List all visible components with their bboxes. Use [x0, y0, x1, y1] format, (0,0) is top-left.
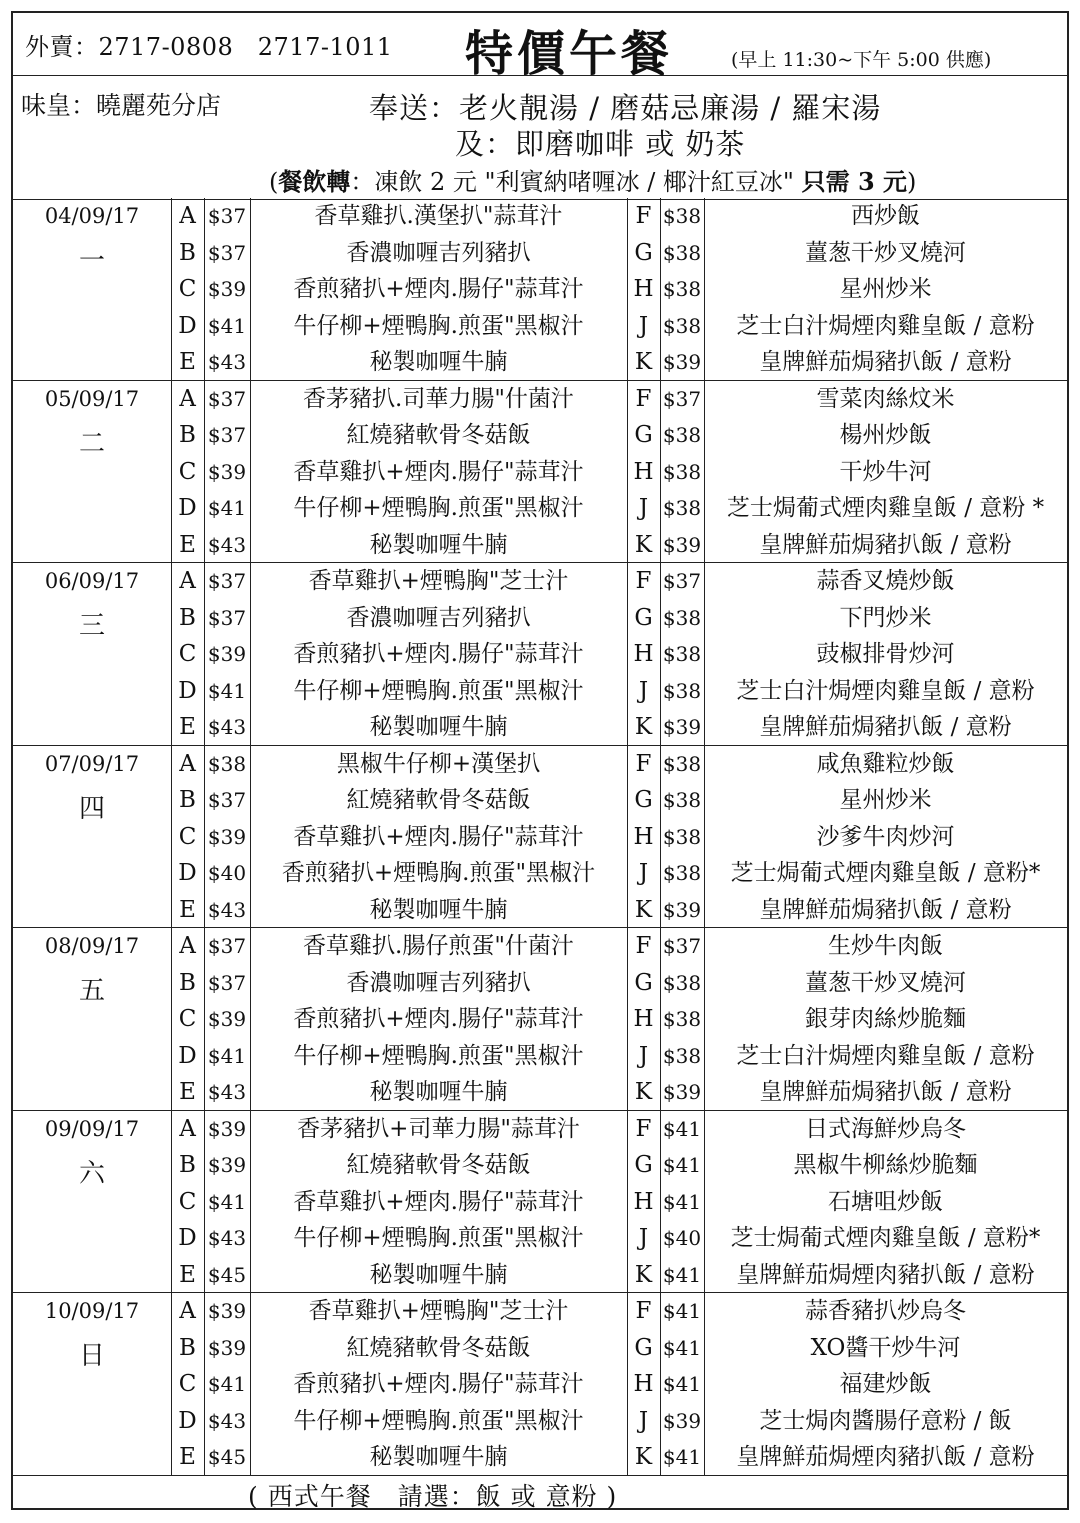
- drink-label: 餐飲轉: [278, 167, 351, 196]
- menu-row: [13, 636, 1067, 673]
- lunch-code: K: [634, 1444, 653, 1470]
- western-dish: 香濃咖喱吉列豬扒: [346, 604, 531, 631]
- day-date: 04/09/17: [44, 204, 140, 228]
- lunch-code: J: [638, 1407, 649, 1434]
- footer-note: ( 西式午餐 請選：飯 或 意粉 ): [248, 1482, 618, 1511]
- menu-row: [13, 381, 1067, 418]
- menu-row: [13, 928, 1067, 965]
- lunch-price: $38: [662, 277, 702, 301]
- lunch-code: F: [635, 568, 652, 594]
- lunch-price: $39: [662, 897, 702, 922]
- western-dish: 香草雞扒+煙肉.腸仔"蒜茸汁: [293, 1188, 584, 1215]
- rice-noodle-dish: 西炒飯: [851, 203, 920, 229]
- western-dish: 紅燒豬軟骨冬菇飯: [346, 1152, 531, 1178]
- lunch-price: $37: [207, 788, 247, 812]
- day-weekday: 六: [78, 1158, 105, 1189]
- menu-row: [13, 417, 1067, 454]
- lunch-code: K: [634, 714, 653, 740]
- rice-noodle-dish: 沙爹牛肉炒河: [816, 823, 955, 850]
- lunch-price: $38: [662, 788, 702, 812]
- lunch-price: $41: [207, 1372, 247, 1396]
- lunch-code: G: [634, 787, 653, 813]
- menu-row: [13, 1074, 1067, 1111]
- lunch-code: C: [178, 1188, 197, 1215]
- western-dish: 香草雞扒+煙鴨胸"芝士汁: [308, 1298, 569, 1324]
- western-dish: 黑椒牛仔柳+漢堡扒: [336, 750, 541, 777]
- lunch-code: H: [633, 1006, 654, 1032]
- rice-noodle-dish: 薑葱干炒叉燒河: [805, 239, 966, 266]
- rice-noodle-dish: 雪菜肉絲炆米: [816, 385, 955, 412]
- rice-noodle-dish: 芝士焗葡式煙肉雞皇飯 / 意粉 *: [726, 495, 1045, 521]
- western-dish: 牛仔柳+煙鴨胸.煎蛋"黑椒汁: [293, 1407, 584, 1434]
- lunch-code: B: [179, 787, 196, 813]
- western-dish: 紅燒豬軟骨冬菇飯: [346, 1334, 531, 1361]
- menu-row: [13, 1111, 1067, 1148]
- lunch-price: $39: [207, 1335, 247, 1360]
- lunch-price: $38: [662, 1007, 702, 1031]
- lunch-code: F: [635, 750, 652, 777]
- lunch-code: F: [635, 385, 652, 412]
- lunch-code: B: [179, 604, 196, 631]
- lunch-price: $38: [662, 751, 702, 776]
- rice-noodle-dish: 福建炒飯: [839, 1371, 932, 1397]
- lunch-code: D: [178, 677, 197, 704]
- rice-noodle-dish: 干炒牛河: [839, 458, 932, 485]
- lunch-code: E: [179, 1444, 196, 1470]
- menu-row: [13, 1293, 1067, 1330]
- lunch-code: G: [634, 422, 653, 448]
- lunch-code: D: [178, 860, 197, 886]
- lunch-price: $37: [207, 569, 247, 593]
- menu-row: [13, 1403, 1067, 1440]
- lunch-code: G: [634, 1334, 653, 1361]
- lunch-code: H: [633, 823, 654, 850]
- rice-noodle-dish: 星州炒米: [839, 276, 932, 302]
- menu-row: [13, 1184, 1067, 1221]
- drink-close: ): [907, 168, 917, 196]
- lunch-price: $41: [662, 1299, 702, 1323]
- lunch-price: $43: [207, 715, 247, 739]
- lunch-code: C: [178, 823, 197, 850]
- menu-row: [13, 709, 1067, 746]
- menu-row: [13, 308, 1067, 345]
- menu-row: [13, 344, 1067, 381]
- day-weekday: 一: [78, 246, 105, 276]
- lunch-price: $38: [662, 496, 702, 520]
- lunch-price: $41: [662, 1372, 702, 1396]
- lunch-code: B: [179, 1334, 196, 1361]
- daily-menu: [13, 198, 1067, 1476]
- takeaway-phone: 外賣：2717-0808 2717-1011: [25, 33, 393, 61]
- menu-row: [13, 1038, 1067, 1075]
- lunch-price: $38: [662, 459, 702, 484]
- lunch-price: $37: [662, 934, 702, 958]
- lunch-price: $41: [207, 313, 247, 338]
- lunch-code: F: [635, 933, 652, 959]
- lunch-code: E: [179, 896, 196, 923]
- lunch-code: D: [178, 1407, 197, 1434]
- lunch-code: G: [634, 239, 653, 266]
- lunch-code: J: [638, 1225, 649, 1251]
- lunch-code: B: [179, 1152, 196, 1178]
- menu-row: [13, 454, 1067, 491]
- rice-noodle-dish: 咸魚雞粒炒飯: [816, 750, 955, 777]
- lunch-code: E: [179, 349, 196, 375]
- western-dish: 牛仔柳+煙鴨胸.煎蛋"黑椒汁: [293, 495, 584, 521]
- lunch-price: $43: [207, 1408, 247, 1433]
- lunch-price: $38: [662, 605, 702, 630]
- menu-row: [13, 965, 1067, 1002]
- lunch-price: $37: [207, 386, 247, 411]
- lunch-price: $43: [207, 897, 247, 922]
- lunch-code: A: [179, 1115, 196, 1142]
- info-section: [13, 76, 1067, 200]
- lunch-price: $41: [662, 1153, 702, 1177]
- lunch-price: $41: [662, 1189, 702, 1214]
- western-dish: 香草雞扒.腸仔煎蛋"什菌汁: [303, 933, 574, 959]
- lunch-price: $41: [207, 678, 247, 703]
- western-dish: 香煎豬扒+煙肉.腸仔"蒜茸汁: [293, 641, 584, 667]
- lunch-code: J: [638, 1042, 649, 1069]
- day-block: [13, 198, 1067, 381]
- lunch-price: $43: [207, 1226, 247, 1250]
- lunch-code: B: [179, 239, 196, 266]
- lunch-code: C: [178, 1006, 197, 1032]
- western-dish: 秘製咖喱牛腩: [369, 1079, 508, 1105]
- menu-row: [13, 819, 1067, 856]
- rice-noodle-dish: 黑椒牛柳絲炒脆麵: [793, 1152, 978, 1178]
- lunch-code: K: [634, 349, 653, 375]
- western-dish: 香濃咖喱吉列豬扒: [346, 969, 531, 996]
- footer: [13, 1475, 1067, 1510]
- western-dish: 紅燒豬軟骨冬菇飯: [346, 422, 531, 448]
- day-block: [13, 1293, 1067, 1476]
- western-dish: 香草雞扒+煙肉.腸仔"蒜茸汁: [293, 823, 584, 850]
- day-weekday: 五: [78, 976, 105, 1006]
- rice-noodle-dish: 芝士白汁焗煙肉雞皇飯 / 意粉: [736, 312, 1035, 339]
- lunch-code: E: [179, 1079, 196, 1105]
- lunch-code: C: [178, 276, 197, 302]
- western-dish: 秘製咖喱牛腩: [369, 349, 508, 375]
- menu-row: [13, 235, 1067, 272]
- menu-row: [13, 892, 1067, 929]
- rice-noodle-dish: 芝士焗葡式煙肉雞皇飯 / 意粉*: [730, 860, 1041, 886]
- lunch-price: $39: [207, 1153, 247, 1177]
- lunch-price: $39: [207, 459, 247, 484]
- lunch-price: $41: [662, 1116, 702, 1141]
- lunch-code: B: [179, 969, 196, 996]
- day-weekday: 二: [78, 428, 105, 459]
- menu-row: [13, 1439, 1067, 1476]
- rice-noodle-dish: 皇牌鮮茄焗煙肉豬扒飯 / 意粉: [736, 1261, 1035, 1288]
- menu-row: [13, 600, 1067, 637]
- western-dish: 香煎豬扒+煙鴨胸.煎蛋"黑椒汁: [281, 860, 596, 886]
- lunch-price: $43: [207, 1080, 247, 1104]
- day-weekday: 日: [78, 1341, 105, 1371]
- menu-row: [13, 563, 1067, 600]
- day-date: 06/09/17: [44, 569, 140, 593]
- day-date: 10/09/17: [44, 1299, 140, 1323]
- lunch-price: $38: [662, 678, 702, 703]
- lunch-code: K: [634, 896, 653, 923]
- lunch-code: K: [634, 1261, 653, 1288]
- western-dish: 香草雞扒+煙鴨胸"芝士汁: [308, 568, 569, 594]
- lunch-price: $37: [207, 423, 247, 447]
- rice-noodle-dish: 薑葱干炒叉燒河: [805, 969, 966, 996]
- lunch-price: $39: [662, 350, 702, 374]
- lunch-price: $43: [207, 532, 247, 557]
- lunch-code: F: [635, 1115, 652, 1142]
- lunch-code: H: [633, 641, 654, 667]
- serving-hours: (早上 11:30~下午 5:00 供應): [731, 49, 992, 71]
- menu-row: [13, 1220, 1067, 1257]
- drink-detail: ：凍飲 2 元 "利賓納啫喱冰 / 椰汁紅豆冰": [350, 168, 802, 196]
- lunch-code: H: [633, 458, 654, 485]
- day-block: [13, 381, 1067, 564]
- lunch-code: E: [179, 1261, 196, 1288]
- rice-noodle-dish: 芝士焗葡式煙肉雞皇飯 / 意粉*: [730, 1225, 1041, 1251]
- lunch-price: $38: [662, 824, 702, 849]
- western-dish: 秘製咖喱牛腩: [369, 714, 508, 740]
- lunch-code: C: [178, 458, 197, 485]
- rice-noodle-dish: 蒜香豬扒炒烏冬: [805, 1298, 966, 1324]
- lunch-code: D: [178, 1042, 197, 1069]
- lunch-code: A: [179, 933, 196, 959]
- rice-noodle-dish: 楊州炒飯: [839, 422, 932, 448]
- lunch-code: D: [178, 495, 197, 521]
- lunch-price: $38: [662, 1043, 702, 1068]
- lunch-code: C: [178, 1371, 197, 1397]
- rice-noodle-dish: 芝士焗肉醬腸仔意粉 / 飯: [759, 1407, 1012, 1434]
- rice-noodle-dish: 日式海鮮炒烏冬: [805, 1115, 966, 1142]
- lunch-code: E: [179, 531, 196, 558]
- menu-row: [13, 782, 1067, 819]
- menu-row: [13, 1257, 1067, 1294]
- day-block: [13, 928, 1067, 1111]
- western-dish: 香煎豬扒+煙肉.腸仔"蒜茸汁: [293, 1006, 584, 1032]
- drink-price: 只需 3 元: [801, 167, 908, 196]
- lunch-price: $37: [662, 386, 702, 411]
- lunch-price: $45: [207, 1262, 247, 1287]
- western-dish: 香濃咖喱吉列豬扒: [346, 239, 531, 266]
- day-date: 05/09/17: [44, 386, 140, 411]
- lunch-price: $38: [662, 970, 702, 995]
- menu-row: [13, 490, 1067, 527]
- western-dish: 香煎豬扒+煙肉.腸仔"蒜茸汁: [293, 276, 584, 302]
- lunch-code: G: [634, 1152, 653, 1178]
- drink-open: (: [269, 168, 279, 196]
- free-drink-line: 及：即磨咖啡 或 奶茶: [455, 127, 746, 161]
- lunch-price: $39: [662, 1080, 702, 1104]
- western-dish: 秘製咖喱牛腩: [369, 896, 508, 923]
- lunch-price: $38: [662, 240, 702, 265]
- western-dish: 香茅豬扒+司華力腸"蒜茸汁: [297, 1115, 580, 1142]
- day-block: [13, 746, 1067, 929]
- menu-row: [13, 855, 1067, 892]
- lunch-code: E: [179, 714, 196, 740]
- lunch-code: D: [178, 312, 197, 339]
- rice-noodle-dish: 芝士白汁焗煙肉雞皇飯 / 意粉: [736, 677, 1035, 704]
- day-weekday: 四: [78, 793, 105, 824]
- lunch-price: $41: [207, 1189, 247, 1214]
- lunch-code: J: [638, 495, 649, 521]
- rice-noodle-dish: 皇牌鮮茄焗煙肉豬扒飯 / 意粉: [736, 1444, 1035, 1470]
- western-dish: 秘製咖喱牛腩: [369, 1261, 508, 1288]
- lunch-price: $41: [662, 1335, 702, 1360]
- lunch-price: $37: [207, 934, 247, 958]
- day-date: 08/09/17: [44, 934, 140, 958]
- lunch-code: F: [635, 1298, 652, 1324]
- lunch-code: B: [179, 422, 196, 448]
- lunch-price: $37: [207, 204, 247, 228]
- menu-row: [13, 673, 1067, 710]
- lunch-price: $39: [207, 277, 247, 301]
- lunch-price: $41: [662, 1445, 702, 1469]
- lunch-price: $39: [207, 824, 247, 849]
- lunch-code: H: [633, 1188, 654, 1215]
- rice-noodle-dish: XO醬干炒牛河: [810, 1334, 961, 1361]
- lunch-code: K: [634, 1079, 653, 1105]
- menu-row: [13, 1330, 1067, 1367]
- lunch-price: $39: [207, 1116, 247, 1141]
- lunch-price: $39: [207, 642, 247, 666]
- western-dish: 紅燒豬軟骨冬菇飯: [346, 787, 531, 813]
- lunch-price: $37: [207, 240, 247, 265]
- menu-row: [13, 1001, 1067, 1038]
- western-dish: 香茅豬扒.司華力腸"什菌汁: [303, 385, 574, 412]
- lunch-code: A: [179, 203, 196, 229]
- lunch-price: $38: [662, 204, 702, 228]
- lunch-price: $39: [662, 715, 702, 739]
- western-dish: 牛仔柳+煙鴨胸.煎蛋"黑椒汁: [293, 312, 584, 339]
- rice-noodle-dish: 石塘咀炒飯: [828, 1188, 943, 1215]
- lunch-price: $45: [207, 1445, 247, 1469]
- drink-upgrade-line: [269, 162, 916, 197]
- lunch-price: $41: [207, 496, 247, 520]
- menu-row: [13, 527, 1067, 564]
- lunch-code: A: [179, 750, 196, 777]
- lunch-price: $43: [207, 350, 247, 374]
- day-weekday: 三: [78, 611, 105, 641]
- menu-row: [13, 1147, 1067, 1184]
- lunch-code: A: [179, 568, 196, 594]
- lunch-price: $41: [207, 1043, 247, 1068]
- lunch-code: J: [638, 312, 649, 339]
- lunch-price: $40: [662, 1226, 702, 1250]
- western-dish: 香煎豬扒+煙肉.腸仔"蒜茸汁: [293, 1371, 584, 1397]
- rice-noodle-dish: 生炒牛肉飯: [828, 933, 943, 959]
- rice-noodle-dish: 芝士白汁焗煙肉雞皇飯 / 意粉: [736, 1042, 1035, 1069]
- menu-row: [13, 271, 1067, 308]
- lunch-price: $38: [662, 861, 702, 885]
- menu-row: [13, 198, 1067, 235]
- lunch-price: $38: [662, 423, 702, 447]
- western-dish: 秘製咖喱牛腩: [369, 1444, 508, 1470]
- lunch-code: J: [638, 677, 649, 704]
- menu-row: [13, 746, 1067, 783]
- western-dish: 牛仔柳+煙鴨胸.煎蛋"黑椒汁: [293, 1225, 584, 1251]
- rice-noodle-dish: 豉椒排骨炒河: [816, 641, 955, 667]
- lunch-price: $38: [207, 751, 247, 776]
- lunch-code: J: [638, 860, 649, 886]
- day-date: 07/09/17: [44, 751, 140, 776]
- lunch-price: $37: [207, 605, 247, 630]
- header: [13, 13, 1067, 82]
- lunch-price: $39: [662, 532, 702, 557]
- western-dish: 牛仔柳+煙鴨胸.煎蛋"黑椒汁: [293, 677, 584, 704]
- free-soup-line: 奉送：老火靚湯 / 磨菇忌廉湯 / 羅宋湯: [369, 91, 882, 125]
- lunch-price: $37: [207, 970, 247, 995]
- western-dish: 香草雞扒+煙肉.腸仔"蒜茸汁: [293, 458, 584, 485]
- lunch-code: H: [633, 276, 654, 302]
- rice-noodle-dish: 皇牌鮮茄焗豬扒飯 / 意粉: [759, 1079, 1012, 1105]
- lunch-code: A: [179, 1298, 196, 1324]
- lunch-code: K: [634, 531, 653, 558]
- lunch-price: $38: [662, 642, 702, 666]
- lunch-price: $39: [207, 1299, 247, 1323]
- lunch-code: A: [179, 385, 196, 412]
- page-title: 特價午餐: [465, 26, 674, 82]
- lunch-code: H: [633, 1371, 654, 1397]
- rice-noodle-dish: 星州炒米: [839, 787, 932, 813]
- western-dish: 牛仔柳+煙鴨胸.煎蛋"黑椒汁: [293, 1042, 584, 1069]
- lunch-price: $37: [662, 569, 702, 593]
- day-block: [13, 563, 1067, 746]
- menu-sheet: [11, 11, 1069, 1510]
- rice-noodle-dish: 皇牌鮮茄焗豬扒飯 / 意粉: [759, 531, 1012, 558]
- rice-noodle-dish: 下門炒米: [839, 604, 932, 631]
- lunch-price: $40: [207, 861, 247, 885]
- rice-noodle-dish: 皇牌鮮茄焗豬扒飯 / 意粉: [759, 896, 1012, 923]
- rice-noodle-dish: 皇牌鮮茄焗豬扒飯 / 意粉: [759, 714, 1012, 740]
- rice-noodle-dish: 銀芽肉絲炒脆麵: [805, 1006, 966, 1032]
- branch-name: 味皇：曉麗苑分店: [21, 91, 222, 120]
- lunch-code: C: [178, 641, 197, 667]
- rice-noodle-dish: 蒜香叉燒炒飯: [816, 568, 955, 594]
- day-date: 09/09/17: [44, 1116, 140, 1141]
- lunch-code: D: [178, 1225, 197, 1251]
- western-dish: 秘製咖喱牛腩: [369, 531, 508, 558]
- lunch-price: $39: [662, 1408, 702, 1433]
- lunch-price: $38: [662, 313, 702, 338]
- menu-row: [13, 1366, 1067, 1403]
- day-block: [13, 1111, 1067, 1294]
- lunch-price: $39: [207, 1007, 247, 1031]
- lunch-code: G: [634, 969, 653, 996]
- lunch-code: F: [635, 203, 652, 229]
- rice-noodle-dish: 皇牌鮮茄焗豬扒飯 / 意粉: [759, 349, 1012, 375]
- lunch-code: G: [634, 604, 653, 631]
- lunch-price: $41: [662, 1262, 702, 1287]
- western-dish: 香草雞扒.漢堡扒"蒜茸汁: [314, 203, 563, 229]
